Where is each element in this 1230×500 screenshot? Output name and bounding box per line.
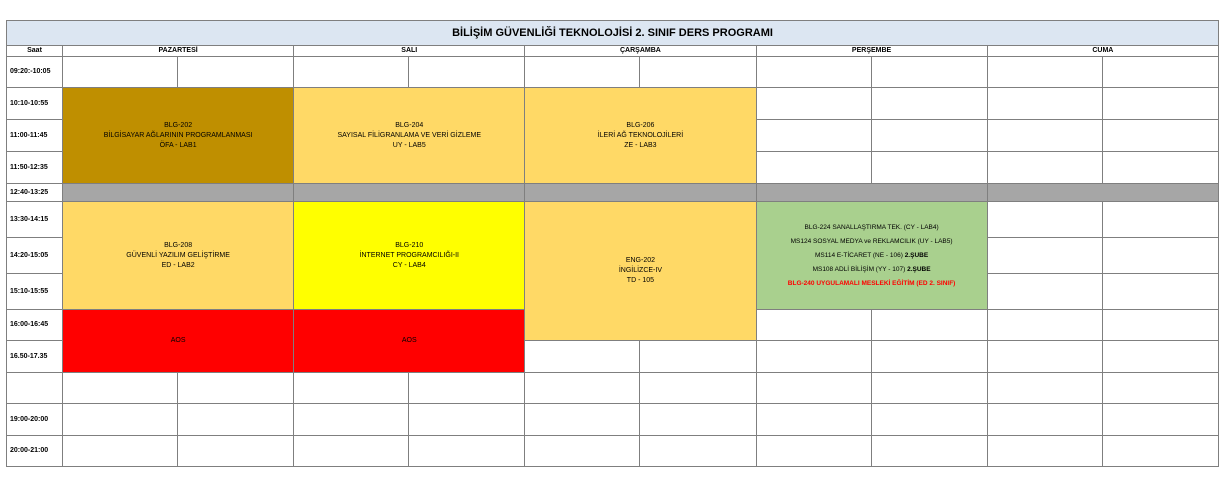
empty-cell [63,57,178,88]
course-block-blg208 [63,202,294,310]
time-row [7,57,1219,88]
course-block-blg206 [525,88,756,184]
empty-cell [987,202,1102,238]
empty-cell [871,120,987,152]
empty-cell [987,152,1102,184]
course-code: BLG-204 [395,121,424,129]
time-row [7,404,1219,436]
empty-cell [756,310,871,341]
course-block-thursday-electives [756,202,987,310]
course-block-blg202 [63,88,294,184]
time-cell: 12:40-13:25 [7,184,63,202]
time-cell: 09:20:-10:05 [7,57,63,88]
empty-cell [1102,341,1218,373]
course-block-blg204 [294,88,525,184]
empty-cell [756,57,871,88]
time-cell: 20:00-21:00 [7,436,63,467]
empty-cell [294,57,409,88]
time-cell: 14:20-15:05 [7,238,63,274]
elective-line [757,266,987,274]
time-row [7,202,1219,238]
empty-cell [871,436,987,467]
empty-cell [525,404,640,436]
schedule-table [6,20,1219,467]
course-block-aos-tuesday: AOS [294,310,525,373]
empty-cell [178,373,294,404]
empty-cell [409,404,525,436]
course-name: İNGİLİZCE-IV [618,267,663,274]
course-room: TD - 105 [626,277,655,284]
course-name: İNTERNET PROGRAMCILIĞI-II [359,251,459,259]
course-code: ENG-202 [625,257,656,264]
empty-cell [1102,310,1218,341]
elective-line: BLG-224 SANALLAŞTIRMA TEK. (CY - LAB4) [804,223,939,231]
empty-cell [1102,436,1218,467]
break-cell [63,184,294,202]
course-block-aos-monday: AOS [63,310,294,373]
day-header-monday: PAZARTESİ [63,46,294,57]
day-header-wednesday: ÇARŞAMBA [525,46,756,57]
empty-cell [987,436,1102,467]
empty-cell [1102,152,1218,184]
course-room: CY - LAB4 [392,261,426,269]
schedule-title: BİLİŞİM GÜVENLİĞİ TEKNOLOJİSİ 2. SINIF DERS PROGRAMI [7,21,1219,46]
empty-cell [63,436,178,467]
break-cell [756,184,987,202]
course-name: SAYISAL FİLİGRANLAMA VE VERİ GİZLEME [337,131,482,139]
time-cell: 16:00-16:45 [7,310,63,341]
section-label: 2.ŞUBE [904,251,929,259]
empty-cell [1102,57,1218,88]
time-row [7,373,1219,404]
section-label: 2.ŞUBE [907,265,931,273]
empty-cell [987,120,1102,152]
empty-cell [640,373,756,404]
time-cell: 13:30-14:15 [7,202,63,238]
empty-cell [987,404,1102,436]
empty-cell [640,436,756,467]
empty-cell [525,57,640,88]
empty-cell [756,341,871,373]
day-header-tuesday: SALI [294,46,525,57]
time-row [7,436,1219,467]
empty-cell [987,373,1102,404]
empty-cell [294,373,409,404]
empty-cell [1102,274,1218,310]
course-room: UY - LAB5 [392,141,426,149]
empty-cell [525,373,640,404]
break-cell [294,184,525,202]
empty-cell [987,57,1102,88]
elective-text: MS114 E-TİCARET (NE - 106) [814,251,903,259]
empty-cell [525,341,640,373]
empty-cell [871,373,987,404]
empty-cell [178,436,294,467]
empty-cell [409,373,525,404]
course-code: BLG-210 [395,241,424,249]
empty-cell [756,152,871,184]
saat-header: Saat [7,46,63,57]
empty-cell [640,341,756,373]
empty-cell [987,341,1102,373]
break-cell [525,184,756,202]
empty-cell [1102,120,1218,152]
header-row [7,46,1219,57]
course-name: İLERİ AĞ TEKNOLOJİLERİ [597,131,684,139]
empty-cell [1102,238,1218,274]
empty-cell [63,373,178,404]
course-name: GÜVENLİ YAZILIM GELİŞTİRME [126,251,230,259]
empty-cell [409,436,525,467]
empty-cell [1102,202,1218,238]
time-cell: 11:00-11:45 [7,120,63,152]
time-cell: 10:10-10:55 [7,88,63,120]
empty-cell [63,404,178,436]
course-block-blg210 [294,202,525,310]
course-name: BİLGİSAYAR AĞLARININ PROGRAMLANMASI [103,131,253,139]
time-cell: 19:00-20:00 [7,404,63,436]
course-code: BLG-202 [164,121,193,129]
elective-text: MS108 ADLİ BİLİŞİM (YY - 107) [812,265,906,273]
title-row [7,21,1219,46]
empty-cell [756,404,871,436]
empty-cell [871,152,987,184]
empty-cell [987,274,1102,310]
empty-cell [871,57,987,88]
day-header-thursday: PERŞEMBE [756,46,987,57]
empty-cell [294,404,409,436]
empty-cell [178,57,294,88]
empty-cell [756,436,871,467]
empty-cell [1102,88,1218,120]
elective-line: MS124 SOSYAL MEDYA ve REKLAMCILIK (UY - LAB5) [790,237,953,245]
empty-cell [294,436,409,467]
empty-cell [1102,404,1218,436]
elective-line-highlight: BLG-240 UYGULAMALI MESLEKİ EĞİTİM (ED 2. SINIF) [787,279,956,287]
course-code: BLG-208 [164,241,193,249]
empty-cell [1102,373,1218,404]
empty-cell [756,88,871,120]
course-room: ZE - LAB3 [624,141,657,149]
empty-cell [178,404,294,436]
time-cell [7,373,63,404]
day-header-friday: CUMA [987,46,1218,57]
empty-cell [640,57,756,88]
elective-line [757,252,987,260]
break-row [7,184,1219,202]
time-cell: 11:50-12:35 [7,152,63,184]
empty-cell [640,404,756,436]
empty-cell [987,88,1102,120]
empty-cell [871,404,987,436]
time-cell: 16.50-17.35 [7,341,63,373]
empty-cell [871,310,987,341]
empty-cell [525,436,640,467]
empty-cell [871,341,987,373]
empty-cell [756,120,871,152]
time-row [7,88,1219,120]
course-room: ÖFA - LAB1 [159,141,197,149]
empty-cell [987,310,1102,341]
course-code: BLG-206 [626,121,655,129]
empty-cell [871,88,987,120]
empty-cell [987,238,1102,274]
break-cell [987,184,1218,202]
empty-cell [409,57,525,88]
course-block-eng202 [525,202,756,341]
course-room: ED - LAB2 [161,261,195,269]
time-cell: 15:10-15:55 [7,274,63,310]
empty-cell [756,373,871,404]
